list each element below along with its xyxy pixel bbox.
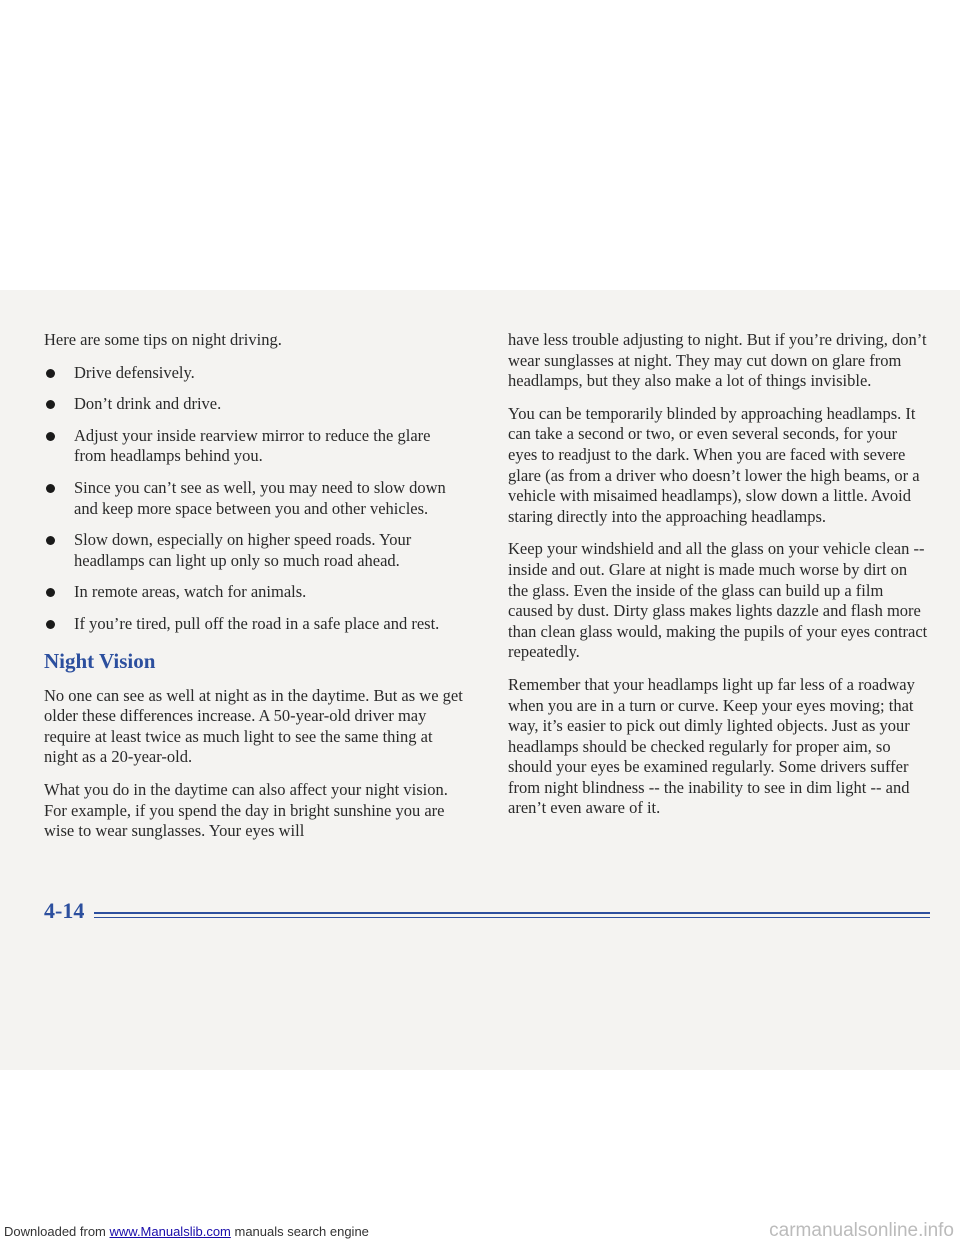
bullet-icon <box>46 369 55 378</box>
tip-text: Don’t drink and drive. <box>74 394 222 414</box>
bullet-icon <box>46 484 55 493</box>
body-paragraph: Remember that your headlamps light up far less of a roadway when you are in a turn or curve. Keep your eyes moving; that way, it’s easier to pick out dimly lighted objects. Just as your headlamps should be checked regularly for proper aim, so should your eyes be examined regularly. Some drivers suffer from night blindness -- the inability to see in dim light -- and aren’t even aware of it. <box>508 674 915 818</box>
tip-text: Drive defensively. <box>74 362 195 382</box>
tip-item <box>44 478 464 519</box>
tip-text: Adjust your inside rearview mirror to reduce the glare from headlamps behind you. <box>74 425 431 466</box>
body-paragraph: You can be temporarily blinded by approaching headlamps. It can take a second or two, or even several seconds, for your eyes to readjust to the dark. When you are faced with severe glare (as from a driver who doesn’t lower the high beams, or a vehicle with misaimed headlamps), slow down a little. Avoid staring directly into the approaching headlamps. <box>508 403 920 526</box>
body-paragraph: have less trouble adjusting to night. But if you’re driving, don’t wear sunglasses at night. They may cut down on glare from headlamps, but they also make a lot of things invisible. <box>508 330 927 391</box>
body-paragraph: What you do in the daytime can also affect your night vision. For example, if you spend the day in bright sunshine you are wise to wear sunglasses. Your eyes will <box>44 779 448 841</box>
manualslib-link[interactable]: www.Manualslib.com <box>109 1224 231 1239</box>
tip-text: Slow down, especially on higher speed roads. Your headlamps can light up only so much road ahead. <box>74 530 412 570</box>
page-footer <box>0 898 960 938</box>
tip-item <box>44 530 464 571</box>
watermark-text: carmanualsonline.info <box>769 1220 954 1241</box>
top-blank-area <box>0 0 960 290</box>
tip-text: If you’re tired, pull off the road in a safe place and rest. <box>74 613 440 633</box>
night-driving-tips-list <box>44 363 464 635</box>
left-column <box>44 330 464 854</box>
footer-rule-thin <box>94 917 930 918</box>
tip-item <box>44 426 464 467</box>
download-notice <box>4 1224 369 1239</box>
tip-text: In remote areas, watch for animals. <box>74 582 307 602</box>
bullet-icon <box>46 400 55 409</box>
page-number: 4-14 <box>44 898 85 923</box>
tip-item <box>44 394 464 415</box>
body-paragraph: No one can see as well at night as in the daytime. But as we get older these differences increase. A 50-year-old driver may require at least twice as much light to see the same thing at night as a 20-year-old. <box>44 685 463 767</box>
bullet-icon <box>46 620 55 629</box>
manual-page <box>0 290 960 1070</box>
tip-item <box>44 363 464 384</box>
download-suffix: manuals search engine <box>230 1224 369 1239</box>
intro-text: Here are some tips on night driving. <box>44 330 282 349</box>
body-paragraph: Keep your windshield and all the glass on your vehicle clean -- inside and out. Glare at night is made much worse by dirt on the glass. Even the inside of the glass can build up a film caused by dust. Dirty glass makes lights dazzle and flash more than clean glass would, making the pupils of your eyes contract repeatedly. <box>508 539 928 662</box>
bullet-icon <box>46 432 55 441</box>
tip-text: Since you can’t see as well, you may need to slow down and keep more space between you and other vehicles. <box>74 477 446 518</box>
tip-item <box>44 614 464 635</box>
download-prefix: Downloaded from <box>4 1224 110 1239</box>
section-heading: Night Vision <box>44 648 156 673</box>
right-column <box>508 330 928 831</box>
footer-rule <box>94 912 930 914</box>
tip-item <box>44 582 464 603</box>
bullet-icon <box>46 536 55 545</box>
bullet-icon <box>46 588 55 597</box>
source-bar <box>0 1222 960 1242</box>
